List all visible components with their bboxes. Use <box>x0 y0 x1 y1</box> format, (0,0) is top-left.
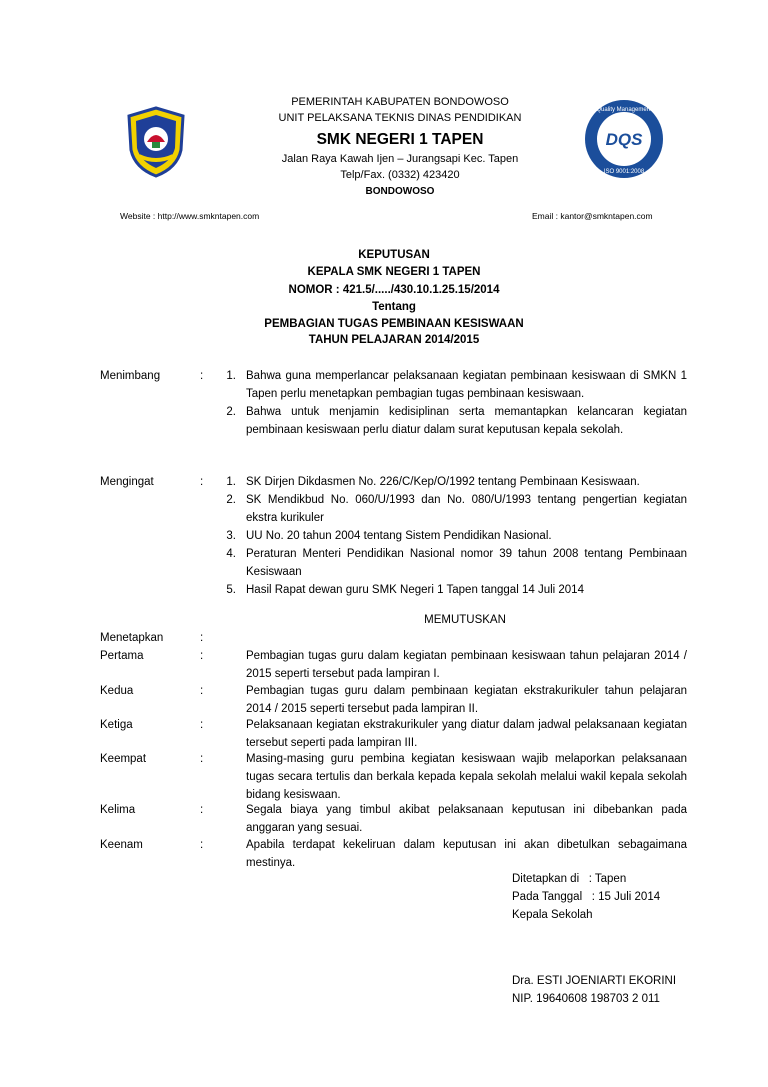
decision-text-pertama: Pembagian tugas guru dalam kegiatan pembinaan kesiswaan tahun pelajaran 2014 / 2015 seperti tersebut pada lampiran I. <box>246 650 687 681</box>
decision-label-kelima: Kelima <box>100 804 136 816</box>
address-line: Jalan Raya Kawah Ijen – Jurangsapi Kec. Tapen <box>281 153 519 165</box>
gov-line: PEMERINTAH KABUPATEN BONDOWOSO <box>291 96 509 108</box>
unit-line: UNIT PELAKSANA TEKNIS DINAS PENDIDIKAN <box>278 112 522 124</box>
decision-text-keempat: Masing-masing guru pembina kegiatan kesiswaan wajib melaporkan pelaksanaan tugas secara tertulis dan berkala kepada kepala sekolah melalui wakil kepala sekolah bidang kesiswaan. <box>246 753 687 802</box>
decision-label-menetapkan: Menetapkan <box>100 632 164 644</box>
decree-about: Tentang <box>372 301 416 313</box>
decision-label-kedua: Kedua <box>100 685 134 697</box>
mengingat-item-3: UU No. 20 tahun 2004 tentang Sistem Pendidikan Nasional. <box>246 530 552 542</box>
menimbang-colon: : <box>200 370 204 382</box>
menimbang-item-2: Bahwa untuk menjamin kedisiplinan serta memantapkan kelancaran kegiatan pembinaan kesiswaan perlu diatur dalam surat keputusan kepala sekolah. <box>246 406 687 437</box>
dqs-logo-text: DQS <box>605 130 643 149</box>
decision-colon-keempat: : <box>200 753 204 765</box>
mengingat-colon: : <box>200 476 204 488</box>
memutuskan-heading: MEMUTUSKAN <box>424 614 506 626</box>
decree-issuer: KEPALA SMK NEGERI 1 TAPEN <box>307 266 481 278</box>
decree-heading: KEPUTUSAN <box>358 249 430 261</box>
signature-date: Pada Tanggal : 15 Juli 2014 <box>512 891 661 903</box>
decree-year: TAHUN PELAJARAN 2014/2015 <box>308 334 480 346</box>
decision-label-keenam: Keenam <box>100 839 143 851</box>
signature-name: Dra. ESTI JOENIARTI EKORINI <box>512 975 677 987</box>
decision-colon-kedua: : <box>200 685 204 697</box>
mengingat-item-5: Hasil Rapat dewan guru SMK Negeri 1 Tapen tanggal 14 Juli 2014 <box>246 584 584 596</box>
menimbang-num-2: 2. <box>226 406 236 418</box>
signature-place: Ditetapkan di : Tapen <box>512 873 627 885</box>
dqs-top-text: Quality Management <box>596 107 652 113</box>
dqs-bottom-text: ISO 9001:2008 <box>603 169 645 175</box>
decision-text-kedua: Pembagian tugas guru dalam pembinaan kegiatan ekstrakurikuler tahun pelajaran 2014 / 2015 seperti tersebut pada lampiran II. <box>246 685 687 716</box>
decree-number: NOMOR : 421.5/...../430.10.1.25.15/2014 <box>288 284 500 296</box>
mengingat-label: Mengingat <box>100 476 154 488</box>
decision-label-keempat: Keempat <box>100 753 147 765</box>
decision-text-kelima: Segala biaya yang timbul akibat pelaksanaan keputusan ini dibebankan pada anggaran yang sesuai. <box>246 804 687 835</box>
signature-position: Kepala Sekolah <box>512 909 593 921</box>
mengingat-num-3: 3. <box>226 530 236 542</box>
decree-subject: PEMBAGIAN TUGAS PEMBINAAN KESISWAAN <box>264 318 524 330</box>
mengingat-item-4: Peraturan Menteri Pendidikan Nasional nomor 39 tahun 2008 tentang Pembinaan Kesiswaan <box>246 548 687 579</box>
mengingat-item-2: SK Mendikbud No. 060/U/1993 dan No. 080/U/1993 tentang pengertian kegiatan ekstra kurikuler <box>246 494 687 525</box>
website-text: Website : http://www.smkntapen.com <box>120 211 260 221</box>
decision-label-pertama: Pertama <box>100 650 144 662</box>
decision-text-ketiga: Pelaksanaan kegiatan ekstrakurikuler yang diatur dalam jadwal pelaksanaan kegiatan tersebut seperti pada lampiran III. <box>246 719 687 750</box>
menimbang-item-1: Bahwa guna memperlancar pelaksanaan kegiatan pembinaan kesiswaan di SMKN 1 Tapen perlu menetapkan pembagian tugas pembinaan kesiswaan. <box>246 370 687 401</box>
city-line: BONDOWOSO <box>365 186 435 197</box>
decision-colon-ketiga: : <box>200 719 204 731</box>
email-text: Email : kantor@smkntapen.com <box>532 211 653 221</box>
decision-colon-menetapkan: : <box>200 632 204 644</box>
mengingat-num-5: 5. <box>226 584 236 596</box>
menimbang-label: Menimbang <box>100 370 161 382</box>
signature-nip: NIP. 19640608 198703 2 011 <box>512 993 660 1005</box>
mengingat-num-4: 4. <box>226 548 236 560</box>
menimbang-num-1: 1. <box>226 370 236 382</box>
decision-text-keenam: Apabila terdapat kekeliruan dalam keputusan ini akan dibetulkan sebagaimana mestinya. <box>246 839 687 870</box>
decision-colon-keenam: : <box>200 839 204 851</box>
mengingat-item-1: SK Dirjen Dikdasmen No. 226/C/Kep/O/1992 tentang Pembinaan Kesiswaan. <box>246 476 640 488</box>
mengingat-num-2: 2. <box>226 494 236 506</box>
school-name: SMK NEGERI 1 TAPEN <box>316 131 484 148</box>
decision-colon-pertama: : <box>200 650 204 662</box>
phone-line: Telp/Fax. (0332) 423420 <box>340 169 460 181</box>
decision-colon-kelima: : <box>200 804 204 816</box>
mengingat-num-1: 1. <box>226 476 236 488</box>
decision-label-ketiga: Ketiga <box>100 719 133 731</box>
